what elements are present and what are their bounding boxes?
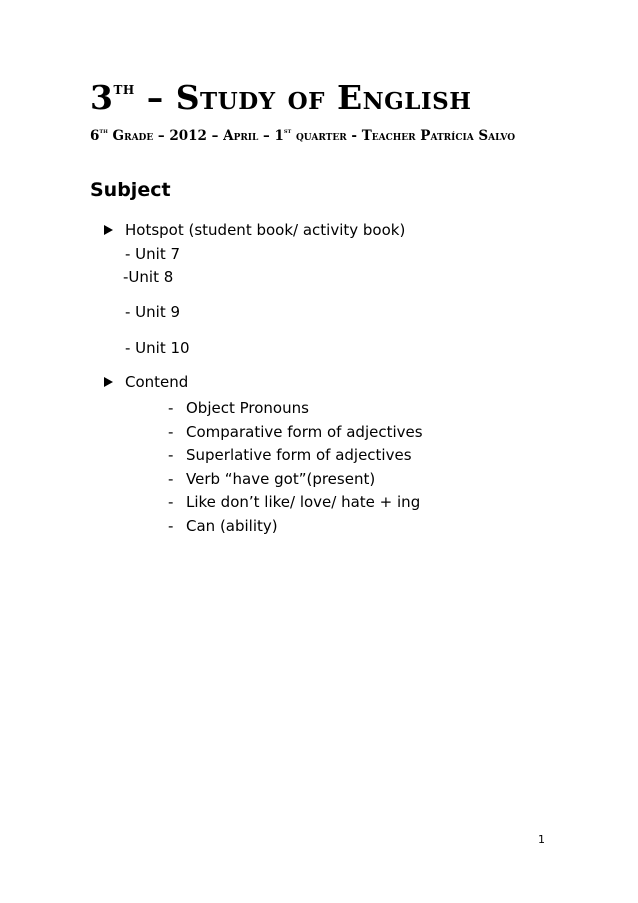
subtitle-quarter-superscript: st [283,126,292,136]
list-item-text: Comparative form of adjectives [186,422,423,441]
bullet-contend-label: Contend [125,373,189,391]
title-text: – Study of English [134,78,472,117]
title-number: 3 [90,78,114,117]
list-item [168,421,423,445]
bullet-hotspot [104,220,405,240]
subtitle-grade-number: 6 [90,128,100,144]
dash-marker: - [168,516,174,535]
unit-item: -Unit 8 [123,268,174,286]
list-item [168,444,423,468]
list-item-text: Superlative form of adjectives [186,446,412,465]
page-subtitle [90,126,530,146]
dash-marker: - [168,493,174,512]
dash-marker: - [168,446,174,465]
unit-item: - Unit 7 [125,245,181,263]
list-item-text: Can (ability) [186,516,278,535]
list-item-text: Like don’t like/ love/ hate + ing [186,493,421,512]
subject-heading: Subject [90,179,171,201]
contend-list [168,397,423,539]
arrow-bullet-icon [104,225,113,235]
dash-marker: - [168,399,174,417]
page-title [90,78,472,118]
title-superscript: th [113,79,135,100]
list-item [168,491,423,515]
subtitle-text-part-2: quarter - Teacher Patrícia Salvo [291,128,516,144]
unit-item: - Unit 10 [125,339,190,357]
subtitle-grade-superscript: th [99,126,108,136]
dash-marker: - [168,469,174,488]
page-number: 1 [538,833,545,846]
subtitle-text-part-1: Grade – 2012 – April – 1 [107,128,284,144]
list-item-text: Object Pronouns [186,399,309,417]
list-item [168,515,423,539]
list-item-text: Verb “have got”(present) [186,469,376,488]
dash-marker: - [168,422,174,441]
list-item [168,468,423,492]
arrow-bullet-icon [104,377,113,387]
list-item [168,397,423,421]
unit-item: - Unit 9 [125,303,181,321]
bullet-contend [104,372,188,392]
bullet-hotspot-label: Hotspot (student book/ activity book) [125,221,406,239]
